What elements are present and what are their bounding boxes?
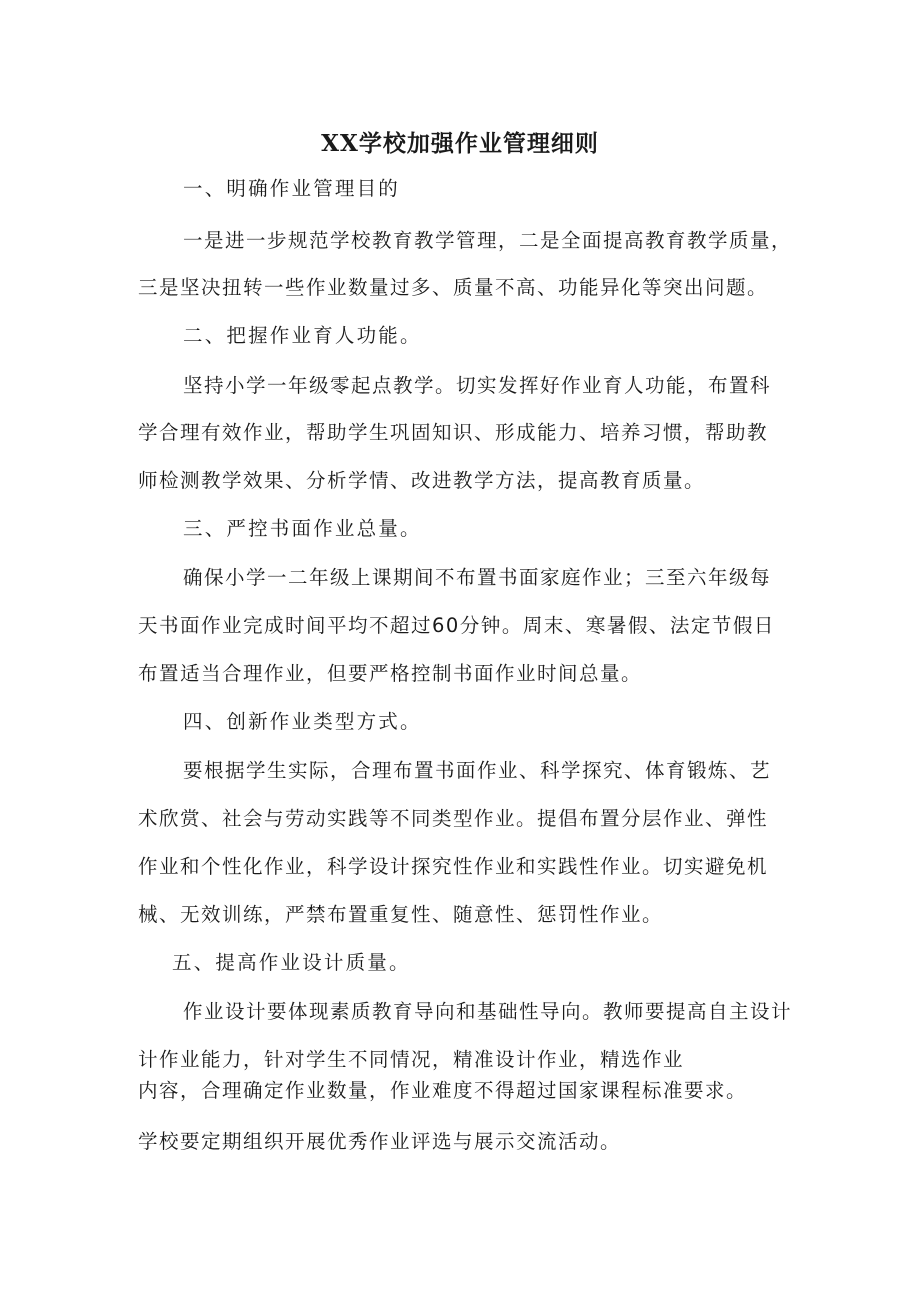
section-heading-2: 二、把握作业育人功能。 bbox=[183, 324, 422, 347]
paragraph-line: 一是进一步规范学校教育教学管理，二是全面提高教育教学质量， bbox=[183, 229, 793, 252]
paragraph-line: 械、无效训练，严禁布置重复性、随意性、惩罚性作业。 bbox=[138, 903, 664, 926]
paragraph-line: 术欣赏、社会与劳动实践等不同类型作业。提倡布置分层作业、弹性 bbox=[138, 807, 769, 830]
section-heading-4: 四、创新作业类型方式。 bbox=[183, 710, 422, 733]
paragraph-line: 内容，合理确定作业数量，作业难度不得超过国家课程标准要求。 bbox=[138, 1079, 748, 1102]
paragraph-line: 确保小学一二年级上课期间不布置书面家庭作业；三至六年级每 bbox=[183, 566, 772, 589]
paragraph-line: 三是坚决扭转一些作业数量过多、质量不高、功能异化等突出问题。 bbox=[138, 276, 769, 299]
paragraph-line: 坚持小学一年级零起点教学。切实发挥好作业育人功能，布置科 bbox=[183, 374, 772, 397]
section-heading-3: 三、严控书面作业总量。 bbox=[183, 517, 422, 540]
document-title: XX学校加强作业管理细则 bbox=[321, 130, 599, 157]
paragraph-line: 要根据学生实际，合理布置书面作业、科学探究、体育锻炼、艺 bbox=[183, 759, 772, 782]
paragraph-line: 天书面作业完成时间平均不超过60分钟。周末、寒暑假、法定节假日 bbox=[138, 614, 775, 637]
paragraph-line: 计作业能力，针对学生不同情况，精准设计作业，精选作业 bbox=[138, 1048, 685, 1071]
section-heading-5: 五、提高作业设计质量。 bbox=[172, 951, 411, 974]
paragraph-line: 学合理有效作业，帮助学生巩固知识、形成能力、培养习惯，帮助教 bbox=[138, 421, 769, 444]
paragraph-line: 师检测教学效果、分析学情、改进教学方法，提高教育质量。 bbox=[138, 469, 706, 492]
paragraph-line: 学校要定期组织开展优秀作业评选与展示交流活动。 bbox=[138, 1130, 622, 1153]
paragraph-line: 作业和个性化作业，科学设计探究性作业和实践性作业。切实避免机 bbox=[138, 855, 769, 878]
paragraph-line: 布置适当合理作业，但要严格控制书面作业时间总量。 bbox=[138, 662, 643, 685]
section-heading-1: 一、明确作业管理目的 bbox=[183, 177, 401, 200]
paragraph-line: 作业设计要体现素质教育导向和基础性导向。教师要提高自主设计 bbox=[183, 1000, 793, 1023]
